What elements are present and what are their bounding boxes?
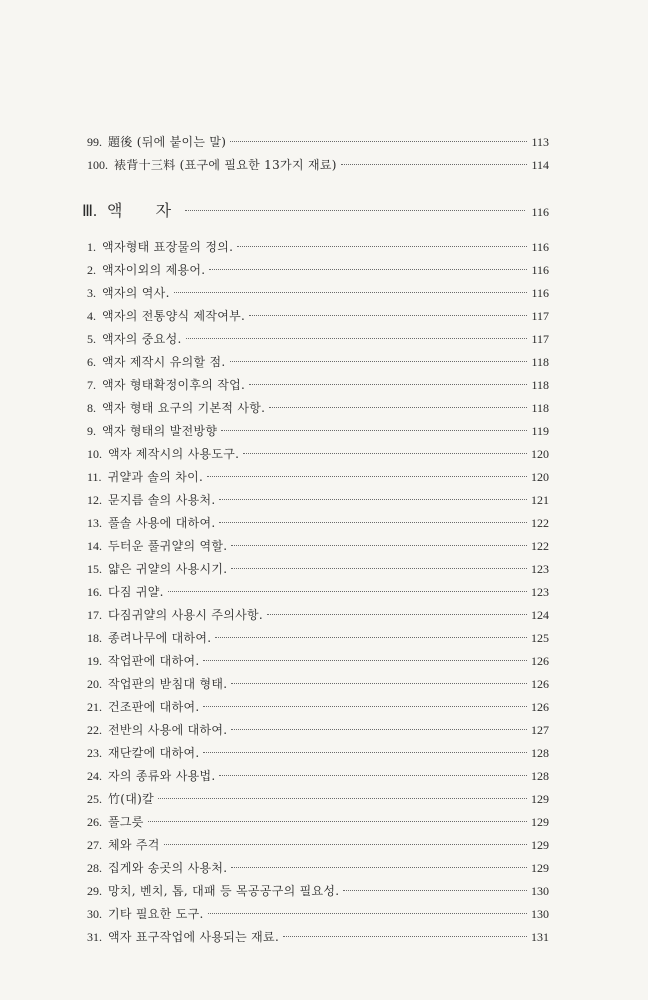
entry-page: 118 xyxy=(531,355,549,369)
entry-title: 전반의 사용에 대하여. xyxy=(108,723,228,737)
entry-number: 18. xyxy=(87,631,102,645)
entry-page: 120 xyxy=(531,447,549,461)
entry-page: 130 xyxy=(531,907,549,921)
toc-entry xyxy=(87,132,549,152)
dot-leader xyxy=(249,384,527,385)
entry-number: 16. xyxy=(87,585,102,599)
chapter-title: 액 자 xyxy=(107,201,186,220)
chapter-heading xyxy=(82,198,549,222)
entry-number: 26. xyxy=(87,815,102,829)
dot-leader xyxy=(219,775,527,776)
entry-page: 125 xyxy=(531,631,549,645)
entry-title: 집게와 송곳의 사용처. xyxy=(108,861,228,875)
chapter-page: 116 xyxy=(531,205,549,219)
toc-entry xyxy=(87,536,549,556)
entry-title: 작업판의 받침대 형태. xyxy=(108,677,228,691)
entry-title: 체와 주걱 xyxy=(108,838,160,852)
toc-entry xyxy=(87,306,549,326)
entry-page: 129 xyxy=(531,838,549,852)
entry-page: 114 xyxy=(531,158,549,172)
entry-number: 28. xyxy=(87,861,102,875)
entry-number: 9. xyxy=(87,424,96,438)
entry-page: 129 xyxy=(531,792,549,806)
entry-number: 10. xyxy=(87,447,102,461)
entry-title: 액자 제작시 유의할 점. xyxy=(102,355,226,369)
entry-number: 20. xyxy=(87,677,102,691)
dot-leader xyxy=(203,660,527,661)
toc-entry xyxy=(87,513,549,533)
toc-entry xyxy=(87,467,549,487)
dot-leader xyxy=(231,568,527,569)
entry-title: 액자의 역사. xyxy=(102,286,170,300)
entry-title: 액자 형태의 발전방향 xyxy=(102,424,218,438)
entry-title: 裱背十三料 (표구에 필요한 13가지 재료) xyxy=(114,158,337,172)
entry-page: 118 xyxy=(531,378,549,392)
dot-leader xyxy=(164,844,527,845)
entry-page: 116 xyxy=(531,263,549,277)
dot-leader xyxy=(249,315,527,316)
entry-page: 116 xyxy=(531,240,549,254)
toc-entry xyxy=(87,858,549,878)
entry-page: 129 xyxy=(531,861,549,875)
toc-entry xyxy=(87,674,549,694)
dot-leader xyxy=(269,407,527,408)
entry-title: 문지름 솔의 사용처. xyxy=(108,493,216,507)
dot-leader xyxy=(174,292,528,293)
dot-leader xyxy=(203,752,527,753)
entry-number: 25. xyxy=(87,792,102,806)
toc-entry xyxy=(87,766,549,786)
toc-entry xyxy=(87,697,549,717)
entry-title: 題後 (뒤에 붙이는 말) xyxy=(108,135,227,149)
entry-title: 자의 종류와 사용법. xyxy=(108,769,216,783)
entry-number: 2. xyxy=(87,263,96,277)
entry-page: 129 xyxy=(531,815,549,829)
toc-entry xyxy=(87,720,549,740)
dot-leader xyxy=(148,821,527,822)
entry-page: 124 xyxy=(531,608,549,622)
entry-title: 액자의 중요성. xyxy=(102,332,182,346)
entry-number: 17. xyxy=(87,608,102,622)
dot-leader xyxy=(203,706,527,707)
entry-title: 건조판에 대하여. xyxy=(108,700,200,714)
entry-page: 126 xyxy=(531,700,549,714)
dot-leader xyxy=(237,246,527,247)
dot-leader xyxy=(231,683,527,684)
entry-title: 작업판에 대하여. xyxy=(108,654,200,668)
dot-leader xyxy=(231,545,527,546)
entry-title: 다짐 귀얄. xyxy=(108,585,164,599)
toc-entry xyxy=(87,812,549,832)
entry-title: 액자 형태확정이후의 작업. xyxy=(102,378,246,392)
entry-page: 120 xyxy=(531,470,549,484)
toc-entry xyxy=(87,329,549,349)
entry-number: 15. xyxy=(87,562,102,576)
entry-page: 118 xyxy=(531,401,549,415)
dot-leader xyxy=(219,522,527,523)
entry-page: 122 xyxy=(531,539,549,553)
toc-entry xyxy=(87,904,549,924)
dot-leader xyxy=(185,210,525,211)
dot-leader xyxy=(215,637,527,638)
toc-entry xyxy=(87,605,549,625)
entry-title: 다짐귀얄의 사용시 주의사항. xyxy=(108,608,264,622)
entry-title: 기타 필요한 도구. xyxy=(108,907,204,921)
toc-entry xyxy=(87,743,549,763)
dot-leader xyxy=(231,867,527,868)
entry-page: 121 xyxy=(531,493,549,507)
entry-number: 5. xyxy=(87,332,96,346)
dot-leader xyxy=(208,913,527,914)
entry-page: 126 xyxy=(531,654,549,668)
entry-title: 액자의 전통양식 제작여부. xyxy=(102,309,246,323)
toc-entry xyxy=(87,444,549,464)
entry-number: 6. xyxy=(87,355,96,369)
toc-entry xyxy=(87,835,549,855)
entry-title: 종려나무에 대하여. xyxy=(108,631,212,645)
entry-page: 128 xyxy=(531,769,549,783)
dot-leader xyxy=(221,430,527,431)
entry-page: 117 xyxy=(531,332,549,346)
entry-title: 얇은 귀얄의 사용시기. xyxy=(108,562,228,576)
toc-entry xyxy=(87,559,549,579)
toc-entry xyxy=(87,421,549,441)
entry-page: 122 xyxy=(531,516,549,530)
entry-title: 풀솔 사용에 대하여. xyxy=(108,516,216,530)
toc-entry xyxy=(87,283,549,303)
entry-number: 7. xyxy=(87,378,96,392)
dot-leader xyxy=(267,614,527,615)
entry-number: 11. xyxy=(87,470,102,484)
entry-number: 31. xyxy=(87,930,102,944)
entry-number: 8. xyxy=(87,401,96,415)
dot-leader xyxy=(158,798,527,799)
dot-leader xyxy=(230,361,528,362)
entry-page: 126 xyxy=(531,677,549,691)
dot-leader xyxy=(168,591,527,592)
entry-page: 119 xyxy=(531,424,549,438)
entry-title: 망치, 벤치, 톱, 대패 등 목공공구의 필요성. xyxy=(108,884,340,898)
dot-leader xyxy=(243,453,527,454)
entry-number: 14. xyxy=(87,539,102,553)
entry-number: 21. xyxy=(87,700,102,714)
entry-title: 액자형태 표장물의 정의. xyxy=(102,240,234,254)
dot-leader xyxy=(341,164,528,165)
dot-leader xyxy=(207,476,527,477)
toc-entry xyxy=(87,490,549,510)
entry-title: 액자 형태 요구의 기본적 사항. xyxy=(102,401,266,415)
entry-title: 액자이외의 제용어. xyxy=(102,263,206,277)
entry-title: 귀얄과 솔의 차이. xyxy=(107,470,204,484)
entry-title: 竹(대)칼 xyxy=(108,792,155,806)
dot-leader xyxy=(209,269,527,270)
toc-entry xyxy=(87,789,549,809)
entry-title: 재단칼에 대하여. xyxy=(108,746,200,760)
toc-entry xyxy=(87,260,549,280)
entry-number: 24. xyxy=(87,769,102,783)
dot-leader xyxy=(231,729,527,730)
dot-leader xyxy=(283,936,527,937)
toc-entry xyxy=(87,375,549,395)
entry-number: 12. xyxy=(87,493,102,507)
toc-entry xyxy=(87,398,549,418)
entry-page: 127 xyxy=(531,723,549,737)
dot-leader xyxy=(230,141,527,142)
entry-page: 123 xyxy=(531,585,549,599)
dot-leader xyxy=(219,499,527,500)
entry-number: 4. xyxy=(87,309,96,323)
entry-number: 30. xyxy=(87,907,102,921)
entry-page: 113 xyxy=(531,135,549,149)
dot-leader xyxy=(186,338,528,339)
toc-entry xyxy=(87,881,549,901)
entry-title: 액자 표구작업에 사용되는 재료. xyxy=(108,930,280,944)
chapter-number: Ⅲ. xyxy=(82,203,98,220)
entry-number: 27. xyxy=(87,838,102,852)
entry-page: 131 xyxy=(531,930,549,944)
toc-entry xyxy=(87,582,549,602)
toc-entry xyxy=(87,155,549,175)
entry-number: 13. xyxy=(87,516,102,530)
entry-number: 100. xyxy=(87,158,108,172)
entry-page: 116 xyxy=(531,286,549,300)
entry-page: 130 xyxy=(531,884,549,898)
entry-title: 풀그릇 xyxy=(108,815,144,829)
entry-page: 123 xyxy=(531,562,549,576)
entry-number: 1. xyxy=(87,240,96,254)
entry-number: 3. xyxy=(87,286,96,300)
entry-title: 두터운 풀귀얄의 역할. xyxy=(108,539,228,553)
dot-leader xyxy=(343,890,527,891)
entry-title: 액자 제작시의 사용도구. xyxy=(108,447,240,461)
entry-number: 23. xyxy=(87,746,102,760)
entry-number: 29. xyxy=(87,884,102,898)
entry-number: 99. xyxy=(87,135,102,149)
toc-entry xyxy=(87,237,549,257)
toc-entry xyxy=(87,352,549,372)
entry-number: 19. xyxy=(87,654,102,668)
toc-entry xyxy=(87,927,549,947)
entry-number: 22. xyxy=(87,723,102,737)
toc-entry xyxy=(87,651,549,671)
entry-page: 117 xyxy=(531,309,549,323)
toc-entry xyxy=(87,628,549,648)
entry-page: 128 xyxy=(531,746,549,760)
